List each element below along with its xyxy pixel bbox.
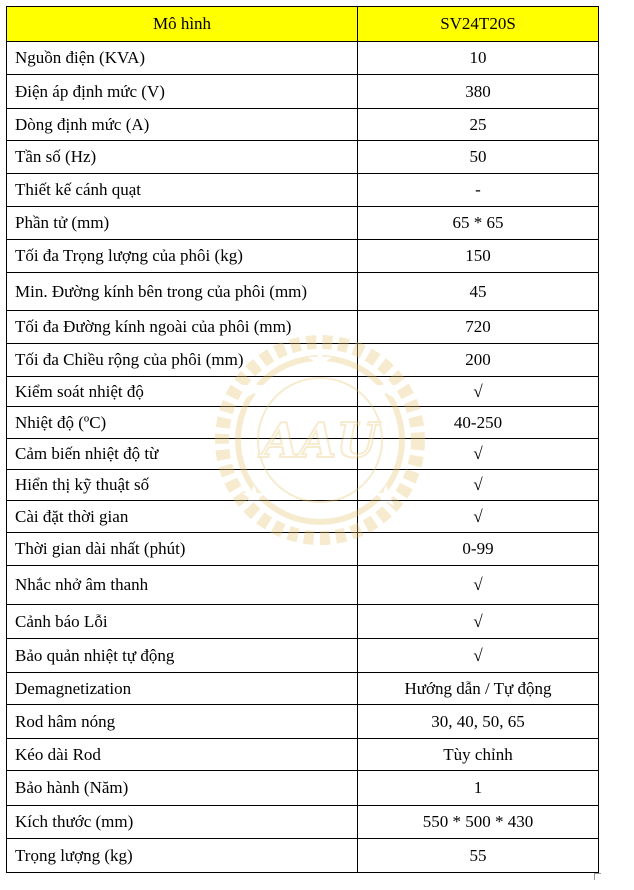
spec-label: Nhiệt độ (ºC) <box>7 407 358 439</box>
spec-label: Tối đa Trọng lượng của phôi (kg) <box>7 240 358 273</box>
table-row <box>7 109 599 141</box>
watermark-text: AAU <box>261 413 379 469</box>
table-row <box>7 739 599 771</box>
spec-value: 150 <box>358 240 599 273</box>
table-row <box>7 240 599 273</box>
spec-label: Tối đa Đường kính ngoài của phôi (mm) <box>7 311 358 344</box>
spec-label: Bảo quản nhiệt tự động <box>7 639 358 673</box>
spec-value: 720 <box>358 311 599 344</box>
spec-label: Cảnh báo Lỗi <box>7 605 358 639</box>
table-row <box>7 566 599 605</box>
spec-table <box>6 6 599 873</box>
table-header-row <box>7 7 599 42</box>
spec-value: 65 * 65 <box>358 207 599 240</box>
table-row <box>7 771 599 806</box>
spec-value: √ <box>358 566 599 605</box>
spec-value: 50 <box>358 141 599 174</box>
spec-label: Phần tử (mm) <box>7 207 358 240</box>
spec-value: 25 <box>358 109 599 141</box>
spec-label: Tần số (Hz) <box>7 141 358 174</box>
spec-value: 0-99 <box>358 533 599 566</box>
table-row <box>7 673 599 705</box>
spec-value: √ <box>358 377 599 407</box>
table-row <box>7 207 599 240</box>
spec-label: Nhắc nhở âm thanh <box>7 566 358 605</box>
spec-label: Demagnetization <box>7 673 358 705</box>
spec-label: Bảo hành (Năm) <box>7 771 358 806</box>
spec-value: - <box>358 174 599 207</box>
table-row <box>7 439 599 470</box>
spec-label: Kiểm soát nhiệt độ <box>7 377 358 407</box>
header-model: SV24T20S <box>358 7 599 42</box>
table-row <box>7 273 599 311</box>
table-row <box>7 639 599 673</box>
spec-label: Trọng lượng (kg) <box>7 839 358 873</box>
table-row <box>7 141 599 174</box>
spec-body <box>7 42 599 873</box>
table-row <box>7 705 599 739</box>
table-row <box>7 75 599 109</box>
spec-value: 200 <box>358 344 599 377</box>
spec-value: 1 <box>358 771 599 806</box>
spec-value: √ <box>358 501 599 533</box>
spec-label: Hiển thị kỹ thuật số <box>7 470 358 501</box>
corner-mark <box>594 873 601 880</box>
spec-value: Tùy chỉnh <box>358 739 599 771</box>
spec-label: Cài đặt thời gian <box>7 501 358 533</box>
spec-label: Thời gian dài nhất (phút) <box>7 533 358 566</box>
table-row <box>7 42 599 75</box>
table-row <box>7 377 599 407</box>
spec-value: 380 <box>358 75 599 109</box>
table-row <box>7 344 599 377</box>
spec-value: √ <box>358 470 599 501</box>
table-row <box>7 311 599 344</box>
spec-label: Điện áp định mức (V) <box>7 75 358 109</box>
table-row <box>7 501 599 533</box>
spec-label: Kích thước (mm) <box>7 806 358 839</box>
spec-value: 45 <box>358 273 599 311</box>
spec-value: 550 * 500 * 430 <box>358 806 599 839</box>
spec-label: Tối đa Chiều rộng của phôi (mm) <box>7 344 358 377</box>
spec-label: Cảm biến nhiệt độ từ <box>7 439 358 470</box>
spec-value: 40-250 <box>358 407 599 439</box>
spec-value: √ <box>358 605 599 639</box>
spec-value: Hướng dẫn / Tự động <box>358 673 599 705</box>
spec-value: √ <box>358 639 599 673</box>
spec-label: Dòng định mức (A) <box>7 109 358 141</box>
spec-label: Min. Đường kính bên trong của phôi (mm) <box>7 273 358 311</box>
spec-label: Thiết kế cánh quạt <box>7 174 358 207</box>
spec-value: 55 <box>358 839 599 873</box>
spec-value: 10 <box>358 42 599 75</box>
spec-value: 30, 40, 50, 65 <box>358 705 599 739</box>
spec-label: Nguồn điện (KVA) <box>7 42 358 75</box>
header-label: Mô hình <box>7 7 358 42</box>
table-row <box>7 839 599 873</box>
table-row <box>7 605 599 639</box>
spec-label: Kéo dài Rod <box>7 739 358 771</box>
table-row <box>7 806 599 839</box>
spec-label: Rod hâm nóng <box>7 705 358 739</box>
spec-value: √ <box>358 439 599 470</box>
table-row <box>7 470 599 501</box>
table-row <box>7 407 599 439</box>
table-row <box>7 533 599 566</box>
table-row <box>7 174 599 207</box>
